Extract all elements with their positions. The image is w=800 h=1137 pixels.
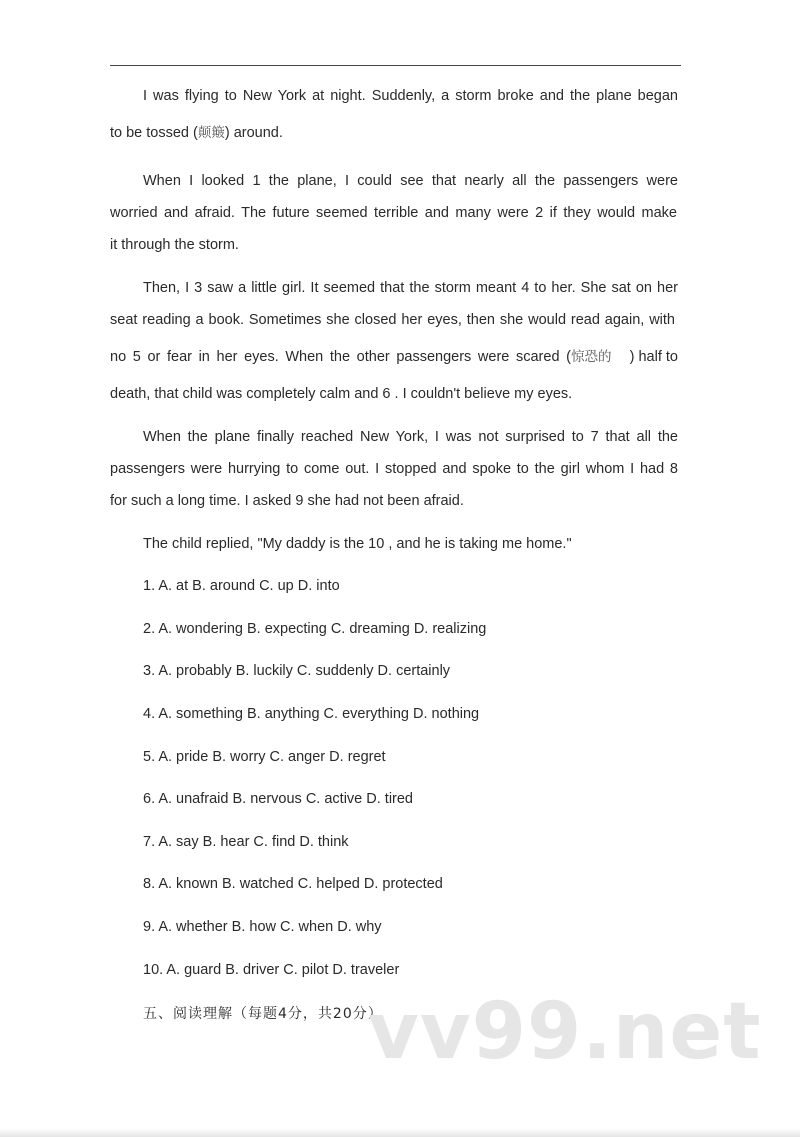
question-item: 6. A. unafraid B. nervous C. active D. tired — [143, 791, 413, 807]
question-item: 10. A. guard B. driver C. pilot D. traveler — [143, 962, 400, 978]
question-item: 3. A. probably B. luckily C. suddenly D. certainly — [143, 663, 451, 679]
question-item: 2. A. wondering B. expecting C. dreaming D. realizing — [143, 621, 487, 637]
passage-line: it through the storm. — [110, 237, 239, 253]
section-heading: 五、阅读理解（每题4分，共20分） — [143, 1006, 383, 1022]
passage-line: The child replied, "My daddy is the 10 , and he is taking me home." — [143, 536, 572, 552]
passage-line: When the plane finally reached New York, I was not surprised to 7 that all the — [143, 429, 678, 445]
question-item: 4. A. something B. anything C. everything D. nothing — [143, 706, 480, 722]
passage-line: seat reading a book. Sometimes she closed her eyes, then she would read again, with — [110, 312, 675, 328]
passage-line: worried and afraid. The future seemed terrible and many were 2 if they would make — [110, 205, 677, 221]
chinese-gloss: 颠簸 — [197, 125, 225, 141]
passage-line: Then, I 3 saw a little girl. It seemed that the storm meant 4 to her. She sat on her — [143, 280, 678, 296]
passage-line — [110, 123, 283, 143]
passage-text: ) around. — [224, 125, 283, 141]
passage-text: no 5 or fear in her eyes. When the other passengers were scared ( — [110, 349, 571, 365]
question-item: 7. A. say B. hear C. find D. think — [143, 834, 349, 850]
passage-line: passengers were hurrying to come out. I stopped and spoke to the girl whom I had 8 — [110, 461, 678, 477]
passage-line: for such a long time. I asked 9 she had not been afraid. — [110, 493, 464, 509]
passage-line: death, that child was completely calm and 6 . I couldn't believe my eyes. — [110, 386, 573, 402]
watermark-logo: vv99.net — [368, 987, 762, 1077]
passage-line: I was flying to New York at night. Suddenly, a storm broke and the plane began — [143, 88, 678, 104]
question-item: 9. A. whether B. how C. when D. why — [143, 919, 382, 935]
passage-line: When I looked 1 the plane, I could see that nearly all the passengers were — [143, 173, 678, 189]
passage-line — [110, 347, 678, 367]
question-item: 5. A. pride B. worry C. anger D. regret — [143, 749, 386, 765]
question-item: 1. A. at B. around C. up D. into — [143, 578, 340, 594]
passage-text: to be tossed ( — [110, 125, 198, 141]
page-bottom-edge — [0, 1128, 800, 1137]
chinese-gloss: 惊恐的 — [570, 349, 612, 365]
header-rule — [110, 65, 681, 66]
passage-text: ) half to — [629, 349, 678, 365]
question-item: 8. A. known B. watched C. helped D. protected — [143, 876, 443, 892]
